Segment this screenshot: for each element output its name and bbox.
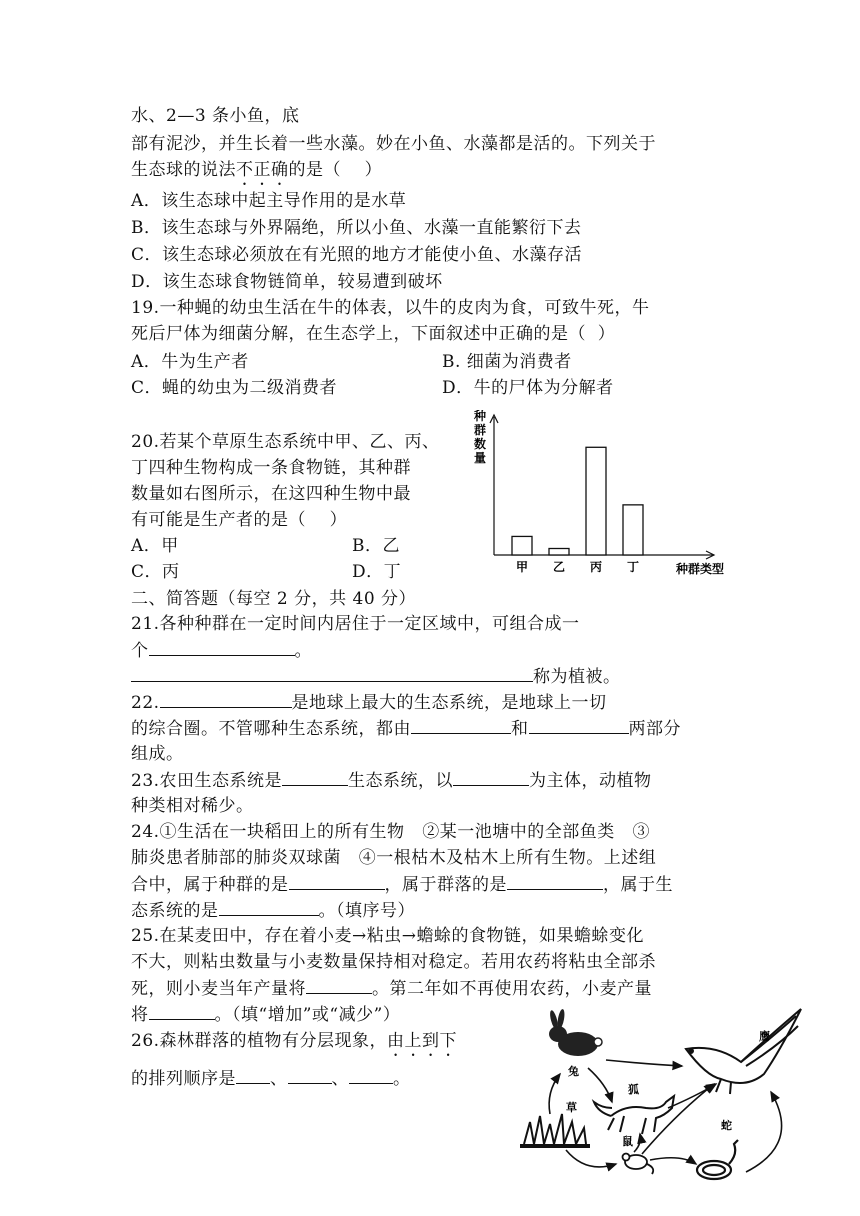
chart-tick-labels xyxy=(516,559,639,574)
answer-blank[interactable] xyxy=(149,1004,215,1020)
q19-line1: 19.一种蝇的幼虫生活在牛的体表，以牛的皮肉为食，可致牛死，牛 xyxy=(131,298,650,318)
q25-line3: 死，则小麦当年产量将 。第二年如不再使用农药，小麦产量 xyxy=(131,979,652,999)
q18-option-c: C．该生态球必须放在有光照的地方才能使小鱼、水藻存活 xyxy=(131,245,583,265)
bar-乙 xyxy=(549,549,569,556)
q20-line1: 20.若某个草原生态系统中甲、乙、丙、 xyxy=(131,432,440,452)
answer-blank[interactable] xyxy=(306,978,372,994)
q24-line4: 态系统的是 。（填序号） xyxy=(131,901,415,921)
emphasis-char: 下 xyxy=(439,1031,458,1051)
bar-甲 xyxy=(512,536,532,555)
q19-line2: 死后尸体为细菌分解，在生态学上，下面叙述中正确的是（ ） xyxy=(131,324,616,344)
x-tick-label: 甲 xyxy=(515,560,529,574)
q24-line2: 肺炎患者肺部的肺炎双球菌 ④一根枯木及枯木上所有生物。上述组 xyxy=(131,848,657,868)
q22-line2: 的综合圈。不管哪种生态系统，都由 和 两部分 xyxy=(131,719,681,739)
answer-blank[interactable] xyxy=(282,770,348,786)
snake-icon xyxy=(697,1140,738,1179)
section-heading: 二、简答题（每空 2 分，共 40 分） xyxy=(131,589,417,609)
emphasis-char: 上 xyxy=(404,1031,423,1051)
q23-line2: 种类相对稀少。 xyxy=(131,796,254,816)
answer-blank[interactable] xyxy=(529,718,629,734)
q18-option-b: B．该生态球与外界隔绝，所以小鱼、水藻一直能繁衍下去 xyxy=(131,218,582,238)
q21-line2: 个 。 xyxy=(131,641,312,661)
q25-line2: 不大，则粘虫数量与小麦数量保持相对稳定。若用农药将粘虫全部杀 xyxy=(131,952,656,972)
mouse-icon xyxy=(623,1154,654,1175)
q24-line1: 24.①生活在一块稻田上的所有生物 ②某一池塘中的全部鱼类 ③ xyxy=(131,822,650,842)
q21-line1: 21.各种种群在一定时间内居住于一定区域中，可组合成一 xyxy=(131,614,580,634)
x-tick-label: 丙 xyxy=(589,560,603,574)
fox-icon xyxy=(594,1096,674,1134)
q26-line2: 的排列顺序是 、 、 。 xyxy=(131,1069,411,1089)
grass-icon xyxy=(520,1114,590,1146)
answer-blank[interactable] xyxy=(453,770,529,786)
answer-blank[interactable] xyxy=(131,666,533,682)
answer-blank[interactable] xyxy=(288,1068,332,1084)
answer-blank[interactable] xyxy=(411,718,511,734)
answer-blank[interactable] xyxy=(160,692,292,708)
q20-line3: 数量如右图所示，在这四种生物中最 xyxy=(131,484,411,504)
q19-option-c: C．蝇的幼虫为二级消费者 xyxy=(131,378,338,398)
population-bar-chart xyxy=(468,410,728,582)
emphasis-char: 不 xyxy=(236,160,254,180)
emphasis-char: 由 xyxy=(387,1031,405,1051)
eagle-icon xyxy=(686,1009,801,1094)
q20-line2: 丁四种生物构成一条食物链，其种群 xyxy=(131,458,411,478)
fox-label: 狐 xyxy=(628,1083,639,1096)
chart-bars xyxy=(512,447,643,555)
q19-option-b: B. 细菌为消费者 xyxy=(442,352,572,372)
answer-blank[interactable] xyxy=(349,1068,393,1084)
bar-丁 xyxy=(623,505,643,555)
q25-line1: 25.在某麦田中，存在着小麦→粘虫→蟾蜍的食物链，如果蟾蜍变化 xyxy=(131,926,645,946)
x-axis-label: 种群类型 xyxy=(675,562,724,576)
q24-line3: 合中，属于种群的是 ，属于群落的是 ，属于生 xyxy=(131,875,673,895)
q19-option-a: A．牛为生产者 xyxy=(131,352,249,372)
q20-option-c: C．丙 xyxy=(131,562,180,582)
q18-option-d: D．该生态球食物链简单，较易遭到破坏 xyxy=(131,272,443,292)
snake-label: 蛇 xyxy=(721,1119,732,1132)
q18-line1: 水、2—3 条小鱼，底 xyxy=(131,106,300,126)
rabbit-icon xyxy=(549,1009,602,1056)
mouse-label: 鼠 xyxy=(622,1135,633,1148)
q20-option-b: B．乙 xyxy=(352,536,400,556)
q20-line4: 有可能是生产者的是（ ） xyxy=(131,510,348,530)
answer-blank[interactable] xyxy=(219,900,319,916)
q18-line2: 部有泥沙，并生长着一些水藻。妙在小鱼、水藻都是活的。下列关于 xyxy=(131,134,656,154)
emphasis-char: 正 xyxy=(253,160,271,180)
y-axis-label: 种群数量 xyxy=(473,410,487,465)
emphasis-char: 确 xyxy=(271,160,289,180)
q23-line1: 23.农田生态系统是 生态系统，以 为主体，动植物 xyxy=(131,771,652,791)
q20-option-a: A．甲 xyxy=(131,536,179,556)
rabbit-label: 兔 xyxy=(568,1065,579,1078)
answer-blank[interactable] xyxy=(236,1068,270,1084)
answer-blank[interactable] xyxy=(289,874,385,890)
q22-line1: 22. 是地球上最大的生态系统，是地球上一切 xyxy=(131,693,607,713)
eagle-label: 鹰 xyxy=(759,1030,770,1043)
q26-line1: 26.森林群落的植物有分层现象，由上到下 xyxy=(131,1031,458,1051)
q18-option-a: A．该生态球中起主导作用的是水草 xyxy=(131,191,407,211)
answer-blank[interactable] xyxy=(149,640,295,656)
q25-line4: 将 。（填“增加”或“减少”） xyxy=(131,1005,401,1025)
grass-label: 草 xyxy=(566,1101,577,1114)
q22-line3: 组成。 xyxy=(131,744,184,764)
q20-option-d: D．丁 xyxy=(352,562,402,582)
food-web-diagram xyxy=(516,1004,806,1210)
q18-line3: 生态球的说法不正确的是（ ） xyxy=(131,160,383,180)
x-tick-label: 丁 xyxy=(626,560,640,574)
q21-line3: 称为植被。 xyxy=(131,666,621,687)
q19-option-d: D．牛的尸体为分解者 xyxy=(442,378,614,398)
emphasis-char: 到 xyxy=(422,1031,440,1051)
answer-blank[interactable] xyxy=(507,874,603,890)
x-tick-label: 乙 xyxy=(552,560,566,574)
bar-丙 xyxy=(586,447,606,555)
